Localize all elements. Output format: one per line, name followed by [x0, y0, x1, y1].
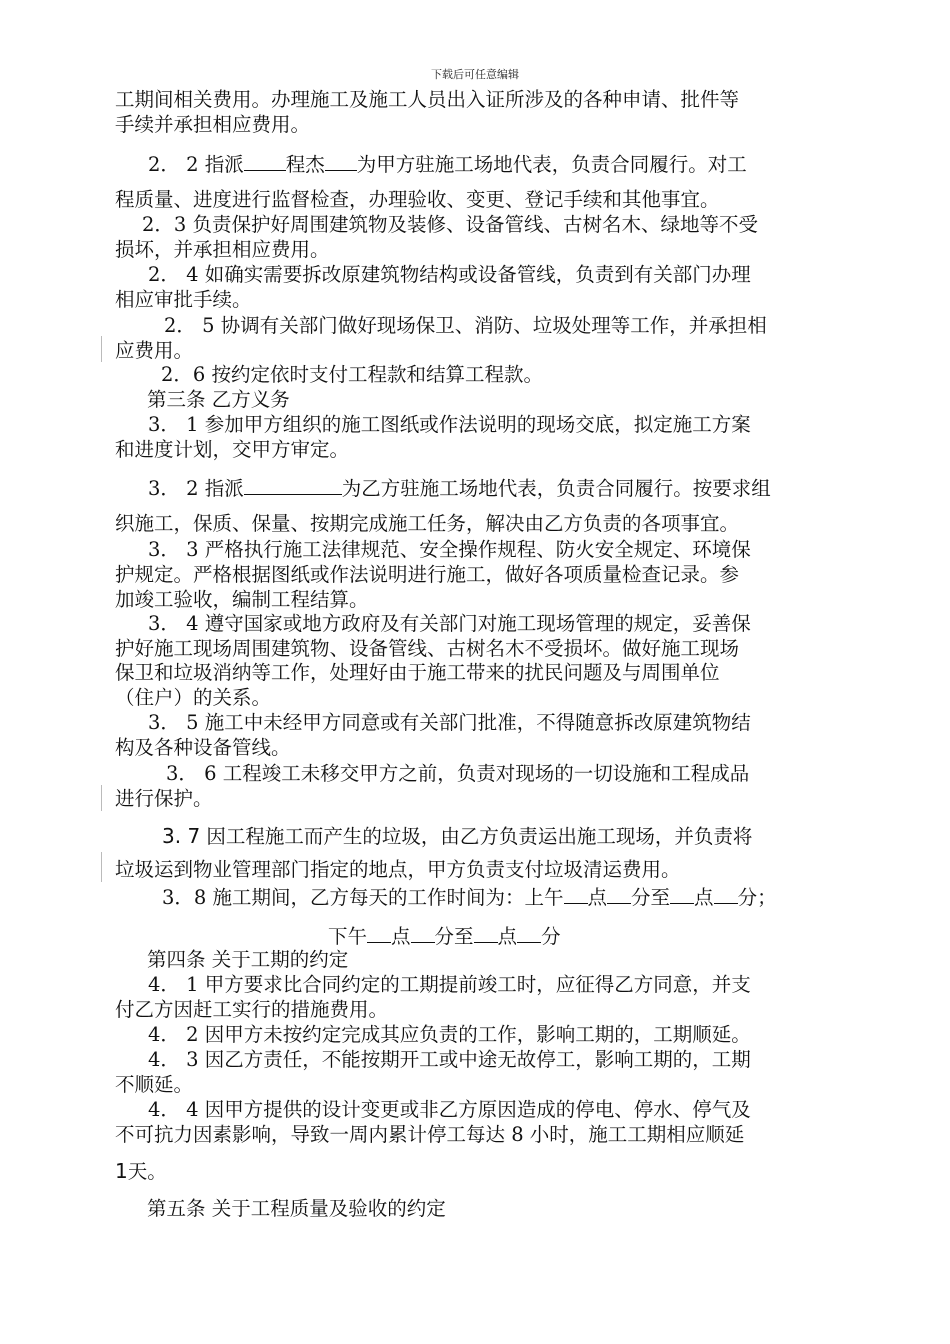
- blank-field: [474, 924, 498, 943]
- clause-3-6-line: 3． 6 工程竣工未移交甲方之前，负责对现场的一切设施和工程成品: [166, 762, 750, 785]
- text-line: 护规定。严格根据图纸或作法说明进行施工，做好各项质量检查记录。参: [115, 563, 740, 586]
- blank-field: [714, 885, 738, 904]
- blank-field: [325, 152, 357, 171]
- representative-name: 程杰: [285, 153, 325, 176]
- clause-3-5-line: 3． 5 施工中未经甲方同意或有关部门批准，不得随意拆改原建筑物结: [148, 711, 751, 734]
- text-line: 手续并承担相应费用。: [115, 113, 311, 136]
- clause-4-1-line: 4． 1 甲方要求比合同约定的工期提前竣工时，应征得乙方同意，并支: [148, 973, 751, 996]
- clause-text: 3． 2 指派: [148, 477, 244, 500]
- blank-field: [517, 924, 541, 943]
- blank-field: [367, 924, 391, 943]
- time-unit: 点: [391, 925, 411, 948]
- text-line: 加竣工验收，编制工程结算。: [115, 588, 369, 611]
- article-3-heading: 第三条 乙方义务: [147, 388, 290, 411]
- blank-field: [564, 885, 588, 904]
- time-unit: 点: [497, 925, 518, 948]
- clause-text: 天。: [127, 1160, 167, 1183]
- text-line: 不顺延。: [115, 1073, 194, 1096]
- time-unit: 分至: [434, 925, 474, 948]
- text-line: 保卫和垃圾消纳等工作，处理好由于施工带来的扰民问题及与周围单位: [115, 661, 720, 684]
- day-count: 1: [115, 1159, 128, 1183]
- clause-text: 3．8 施工期间，乙方每天的工作时间为：上午: [162, 886, 564, 909]
- clause-2-5-line: 2． 5 协调有关部门做好现场保卫、消防、垃圾处理等工作，并承担相: [164, 314, 767, 337]
- page-header: 下载后可任意编辑: [431, 68, 519, 81]
- margin-mark: [101, 336, 102, 362]
- time-unit: 下午: [328, 925, 368, 948]
- text-line: 付乙方因赶工实行的措施费用。: [115, 998, 389, 1021]
- article-4-heading: 第四条 关于工期的约定: [147, 948, 349, 971]
- clause-2-3-line: 2．3 负责保护好周围建筑物及装修、设备管线、古树名木、绿地等不受: [142, 213, 759, 236]
- text-line: 不可抗力因素影响，导致一周内累计停工每达 8 小时，施工工期相应顺延: [115, 1123, 745, 1146]
- text-line: 护好施工现场周围建筑物、设备管线、古树名木不受损坏。做好施工现场: [115, 637, 740, 660]
- clause-3-8-line: [162, 885, 777, 910]
- afternoon-time-line: [328, 924, 561, 949]
- blank-field: [244, 152, 286, 171]
- clause-4-2-line: 4． 2 因甲方未按约定完成其应负责的工作，影响工期的，工期顺延。: [148, 1023, 751, 1046]
- time-unit: 分；: [737, 886, 777, 909]
- time-unit: 分: [541, 925, 561, 948]
- text-line: 织施工，保质、保量、按期完成施工任务，解决由乙方负责的各项事宜。: [115, 512, 740, 535]
- clause-text: 为乙方驻施工场地代表，负责合同履行。按要求组: [341, 477, 771, 500]
- clause-4-3-line: 4． 3 因乙方责任，不能按期开工或中途无故停工，影响工期的，工期: [148, 1048, 751, 1071]
- clause-text: 因工程施工而产生的垃圾，由乙方负责运出施工现场，并负责将: [206, 825, 753, 848]
- text-line: 工期间相关费用。办理施工及施工人员出入证所涉及的各种申请、批件等: [115, 88, 740, 111]
- time-unit: 分至: [631, 886, 671, 909]
- clause-4-4-line: 4． 4 因甲方提供的设计变更或非乙方原因造成的停电、停水、停气及: [148, 1098, 751, 1121]
- text-line: 进行保护。: [115, 787, 213, 810]
- time-unit: 点: [694, 886, 714, 909]
- text-line: [115, 1159, 167, 1184]
- clause-3-3-line: 3． 3 严格执行施工法律规范、安全操作规程、防火安全规定、环境保: [148, 538, 751, 561]
- clause-3-1-line: 3． 1 参加甲方组织的施工图纸或作法说明的现场交底，拟定施工方案: [148, 413, 751, 436]
- clause-2-2-line: [148, 152, 747, 177]
- clause-text: 为甲方驻施工场地代表，负责合同履行。对工: [356, 153, 747, 176]
- text-line: 相应审批手续。: [115, 288, 252, 311]
- clause-number: 3. 7: [162, 824, 201, 848]
- text-line: 构及各种设备管线。: [115, 736, 291, 759]
- blank-field: [244, 476, 342, 495]
- blank-field: [411, 924, 435, 943]
- margin-mark: [101, 852, 102, 882]
- text-line: 损坏，并承担相应费用。: [115, 238, 330, 261]
- margin-mark: [101, 785, 102, 811]
- clause-2-4-line: 2． 4 如确实需要拆改原建筑物结构或设备管线，负责到有关部门办理: [148, 263, 751, 286]
- clause-3-7-line: [162, 824, 752, 849]
- blank-field: [607, 885, 631, 904]
- text-line: 和进度计划，交甲方审定。: [115, 438, 350, 461]
- article-5-heading: 第五条 关于工程质量及验收的约定: [147, 1197, 446, 1220]
- text-line: 程质量、进度进行监督检查，办理验收、变更、登记手续和其他事宜。: [115, 188, 720, 211]
- clause-text: 2． 2 指派: [148, 153, 244, 176]
- clause-2-6-line: 2．6 按约定依时支付工程款和结算工程款。: [161, 363, 544, 386]
- clause-3-4-line: 3． 4 遵守国家或地方政府及有关部门对施工现场管理的规定，妥善保: [148, 612, 751, 635]
- clause-3-2-line: [148, 476, 771, 501]
- text-line: 应费用。: [115, 339, 194, 362]
- time-unit: 点: [587, 886, 608, 909]
- text-line: 垃圾运到物业管理部门指定的地点，甲方负责支付垃圾清运费用。: [115, 858, 681, 881]
- text-line: （住户）的关系。: [115, 686, 272, 709]
- blank-field: [670, 885, 694, 904]
